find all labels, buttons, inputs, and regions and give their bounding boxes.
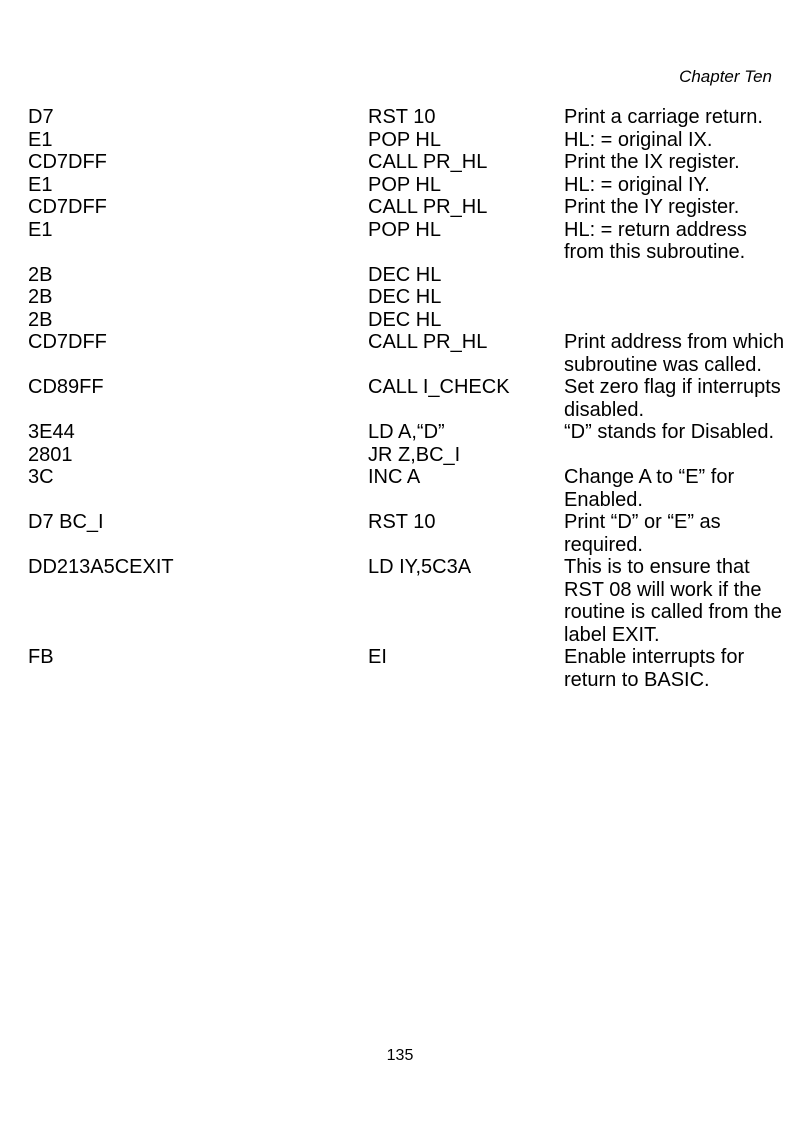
instruction: CALL PR_HL: [368, 196, 488, 218]
comment: Change A to “E” for Enabled.: [564, 466, 735, 511]
instruction: POP HL: [368, 128, 441, 151]
listing-row: [28, 646, 788, 691]
instruction: CALL PR_HL: [368, 151, 488, 173]
listing-row: [28, 219, 788, 264]
chapter-header: Chapter Ten: [679, 67, 772, 86]
comment: “D” stands for Disabled.: [564, 421, 775, 443]
hex-code: 2B: [28, 308, 53, 331]
instruction: DEC HL: [368, 308, 442, 331]
comment: This is to ensure that RST 08 will work if the routine is called from the label EXIT.: [564, 556, 782, 646]
listing-row: [28, 421, 788, 444]
listing-row: [28, 444, 788, 467]
comment: HL: = original IY.: [564, 173, 710, 196]
comment: Print the IY register.: [564, 196, 740, 218]
comment: Set zero flag if interrupts disabled.: [564, 376, 781, 421]
comment: HL: = return address from this subroutine.: [564, 218, 747, 263]
listing-row: [28, 196, 788, 219]
comment: Print “D” or “E” as required.: [564, 511, 721, 556]
instruction: JR Z,BC_I: [368, 443, 461, 466]
hex-code: 3C: [28, 466, 54, 488]
hex-code: CD7DFF: [28, 151, 107, 173]
listing-row: [28, 106, 788, 129]
page-number: 135: [386, 1047, 414, 1064]
hex-code: CD7DFF: [28, 196, 107, 218]
listing-row: [28, 174, 788, 197]
instruction: LD A,“D”: [368, 421, 445, 443]
listing-row: [28, 309, 788, 332]
instruction: LD IY,5C3A: [368, 556, 472, 578]
hex-code: D7 BC_I: [28, 511, 104, 533]
hex-code: E1: [28, 173, 53, 196]
instruction: RST 10: [368, 106, 436, 128]
listing-row: [28, 466, 788, 511]
listing-row: [28, 331, 788, 376]
comment: Enable interrupts for return to BASIC.: [564, 646, 745, 691]
hex-code: 2801: [28, 443, 73, 466]
instruction: POP HL: [368, 173, 441, 196]
listing-row: [28, 129, 788, 152]
instruction: DEC HL: [368, 286, 442, 308]
instruction: RST 10: [368, 511, 436, 533]
hex-code: E1: [28, 128, 53, 151]
hex-code: 3E44: [28, 421, 75, 443]
code-listing: [28, 106, 788, 691]
hex-code: D7: [28, 106, 54, 128]
comment: Print a carriage return.: [564, 106, 763, 128]
hex-code: CD89FF: [28, 376, 104, 398]
listing-row: [28, 511, 788, 556]
instruction: INC A: [368, 466, 421, 488]
listing-row: [28, 151, 788, 174]
hex-code: 2B: [28, 286, 53, 308]
listing-row: [28, 376, 788, 421]
instruction: CALL PR_HL: [368, 331, 488, 353]
instruction: POP HL: [368, 218, 441, 241]
instruction: DEC HL: [368, 263, 442, 286]
hex-code: CD7DFF: [28, 331, 107, 353]
comment: Print address from which subroutine was called.: [564, 331, 785, 376]
hex-code: 2B: [28, 263, 53, 286]
comment: HL: = original IX.: [564, 128, 713, 151]
hex-code: E1: [28, 218, 53, 241]
listing-row: [28, 286, 788, 309]
comment: Print the IX register.: [564, 151, 740, 173]
hex-code: DD213A5CEXIT: [28, 556, 174, 578]
instruction: EI: [368, 646, 387, 668]
instruction: CALL I_CHECK: [368, 376, 510, 398]
listing-row: [28, 264, 788, 287]
hex-code: FB: [28, 646, 54, 668]
listing-row: [28, 556, 788, 646]
